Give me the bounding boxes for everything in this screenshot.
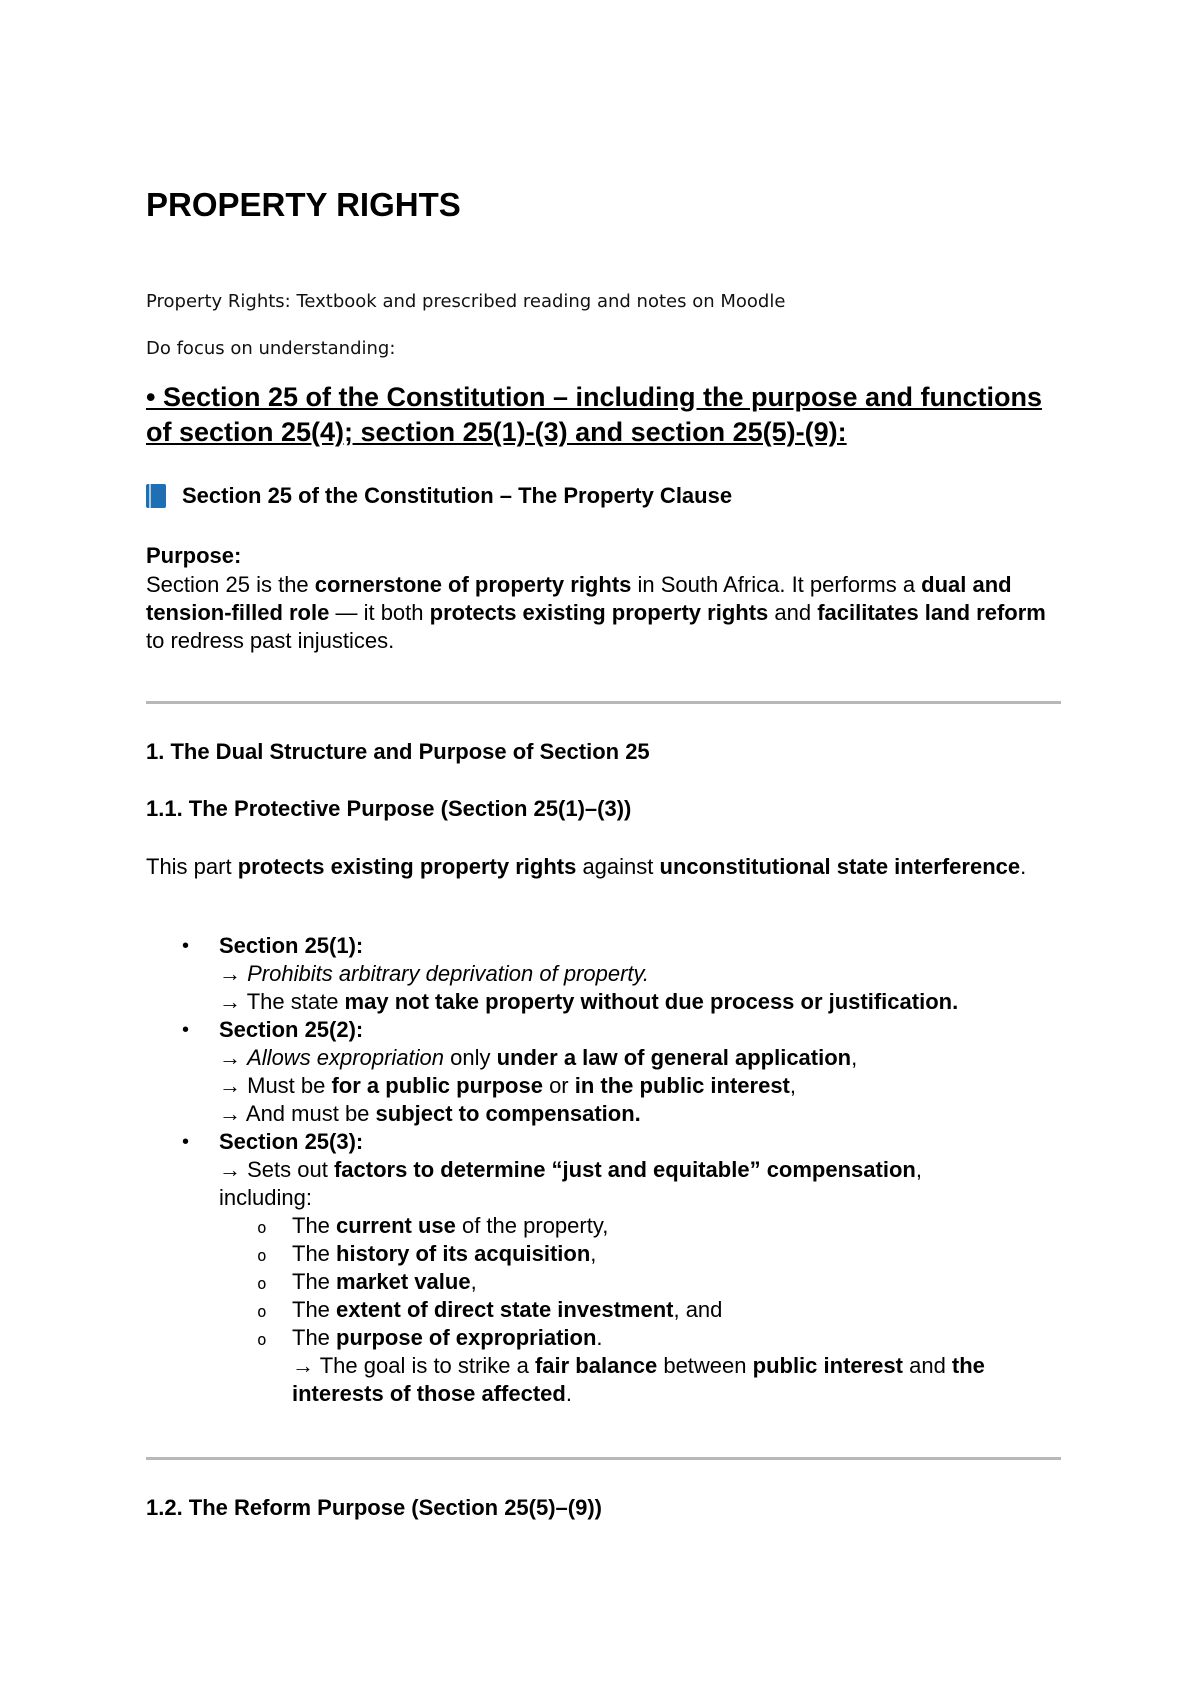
list-item-factor: o The purpose of expropriation. → The goal is to strike a fair balance between public interest and the interests of those affected. [219,1324,1061,1408]
blue-book-icon [146,484,166,508]
protective-intro-paragraph: This part protects existing property rights against unconstitutional state interference. [146,854,1027,879]
main-heading: • Section 25 of the Constitution – including the purpose and functions of section 25(4); section 25(1)-(3) and section 25(5)-(9): [146,382,1042,447]
intro-line-reading: Property Rights: Textbook and prescribed reading and notes on Moodle [146,291,786,312]
compensation-factors-list [219,1212,1061,1408]
list-item-section-25-2: • Section 25(2): → Allows expropriation only under a law of general application, → Must be for a public purpose or in the public interest, → And must be subject to compensation. [146,1016,1061,1128]
purpose-label: Purpose: [146,543,242,568]
list-item-section-25-1: • Section 25(1): → Prohibits arbitrary deprivation of property. → The state may not take property without due process or justification. [146,932,1061,1016]
purpose-paragraph: Section 25 is the cornerstone of property rights in South Africa. It performs a dual and tension-filled role — it both protects existing property rights and facilitates land reform to redress past injustices. [146,572,1046,653]
horizontal-divider [146,701,1061,704]
list-item-factor: o The extent of direct state investment, and [219,1296,1061,1324]
fair-balance-goal: → The goal is to strike a fair balance between public interest and the interests of those affected. [292,1353,985,1406]
list-item-section-25-3: • Section 25(3): → Sets out factors to determine “just and equitable” compensation, including: o The current use of the property, o The history of its acquisition, o The market value, o The extent of direct state investment, and o The purpose of expropriation. → The goal is to strike a fair balance between public interest and the interests of those affected. [146,1128,1061,1408]
list-item-factor: o The current use of the property, [219,1212,1061,1240]
section-1-1-heading: 1.1. The Protective Purpose (Section 25(1)–(3)) [146,796,632,821]
intro-line-focus: Do focus on understanding: [146,338,396,359]
clause-heading-text: Section 25 of the Constitution – The Property Clause [182,483,733,508]
section-1-2-heading: 1.2. The Reform Purpose (Section 25(5)–(9)) [146,1495,602,1520]
section-1-heading: 1. The Dual Structure and Purpose of Section 25 [146,739,650,764]
clause-heading [146,483,732,509]
horizontal-divider [146,1457,1061,1460]
list-item-factor: o The history of its acquisition, [219,1240,1061,1268]
section-25-list [146,932,1061,1408]
list-item-factor: o The market value, [219,1268,1061,1296]
page-title: PROPERTY RIGHTS [146,186,461,223]
